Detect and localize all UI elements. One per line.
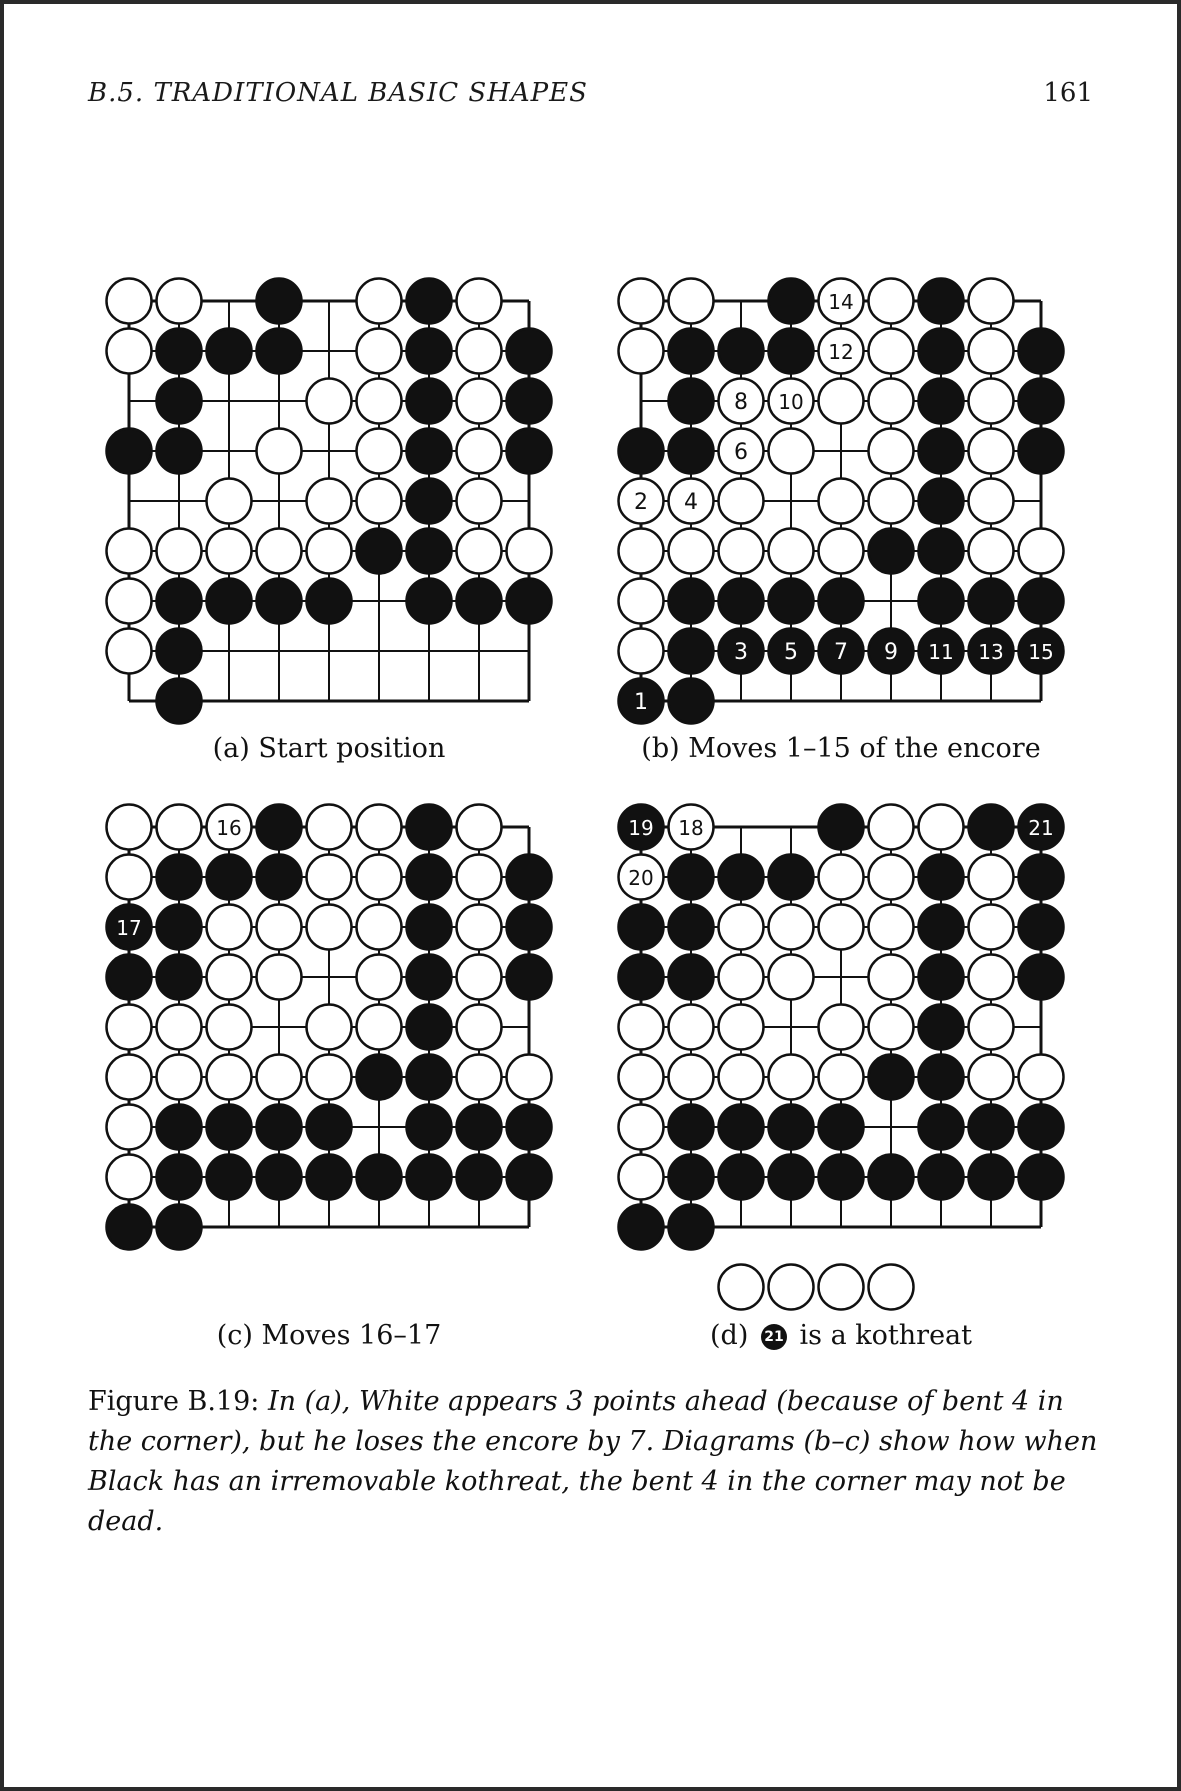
white-stone	[869, 279, 914, 324]
white-stone	[507, 529, 552, 574]
white-stone	[257, 1055, 302, 1100]
black-stone	[769, 579, 814, 624]
black-stone	[769, 329, 814, 374]
white-stone	[669, 529, 714, 574]
black-stone	[157, 1155, 202, 1200]
black-stone	[769, 1105, 814, 1150]
white-stone	[457, 429, 502, 474]
white-stone	[157, 279, 202, 324]
black-stone	[407, 905, 452, 950]
subcaption-a: (a) Start position	[212, 733, 446, 764]
black-stone	[507, 955, 552, 1000]
white-stone	[719, 1005, 764, 1050]
white-stone	[107, 1055, 152, 1100]
black-stone	[407, 955, 452, 1000]
black-stone	[969, 1105, 1014, 1150]
move-number-label: 11	[928, 640, 954, 664]
black-stone	[919, 855, 964, 900]
captured-white-stone	[819, 1265, 864, 1310]
white-stone	[257, 529, 302, 574]
black-stone	[407, 479, 452, 524]
figure-caption	[88, 1382, 1098, 1542]
white-stone	[307, 805, 352, 850]
move-number-label: 17	[116, 916, 142, 940]
black-stone	[669, 629, 714, 674]
black-stone	[619, 905, 664, 950]
black-stone	[869, 1155, 914, 1200]
white-stone	[619, 529, 664, 574]
black-stone	[407, 529, 452, 574]
black-stone	[207, 579, 252, 624]
white-stone	[107, 1155, 152, 1200]
black-stone	[307, 1105, 352, 1150]
move-number-label: 10	[778, 390, 804, 414]
white-stone	[869, 855, 914, 900]
white-stone	[669, 279, 714, 324]
black-stone	[407, 1055, 452, 1100]
white-stone	[619, 329, 664, 374]
black-stone	[257, 279, 302, 324]
black-stone	[919, 955, 964, 1000]
black-stone	[157, 1105, 202, 1150]
captured-white-stone	[719, 1265, 764, 1310]
black-stone	[619, 1205, 664, 1250]
white-stone	[869, 329, 914, 374]
black-stone	[919, 279, 964, 324]
white-stone	[969, 855, 1014, 900]
white-stone	[969, 905, 1014, 950]
black-stone	[869, 529, 914, 574]
black-stone	[919, 1055, 964, 1100]
white-stone	[819, 379, 864, 424]
black-stone	[507, 905, 552, 950]
black-stone	[307, 1155, 352, 1200]
black-stone	[919, 429, 964, 474]
white-stone	[357, 429, 402, 474]
black-stone	[507, 855, 552, 900]
black-stone	[457, 1105, 502, 1150]
white-stone	[719, 529, 764, 574]
white-stone	[619, 279, 664, 324]
black-stone	[107, 1205, 152, 1250]
black-stone	[507, 429, 552, 474]
white-stone	[307, 1055, 352, 1100]
go-diagram-b	[616, 276, 1086, 746]
black-stone-icon: 21	[761, 1324, 787, 1350]
white-stone	[107, 1105, 152, 1150]
black-stone	[407, 1155, 452, 1200]
black-stone	[669, 379, 714, 424]
white-stone	[819, 905, 864, 950]
white-stone	[769, 429, 814, 474]
white-stone	[969, 479, 1014, 524]
move-number-label: 1	[634, 690, 648, 715]
white-stone	[157, 1055, 202, 1100]
black-stone	[669, 679, 714, 724]
page-number: 161	[1043, 78, 1093, 108]
black-stone	[1019, 329, 1064, 374]
white-stone	[157, 1005, 202, 1050]
go-diagram-d	[616, 802, 1086, 1322]
move-number-label: 13	[978, 640, 1004, 664]
white-stone	[619, 579, 664, 624]
subcaption-d	[616, 1320, 1066, 1351]
black-stone	[919, 1105, 964, 1150]
black-stone	[157, 955, 202, 1000]
black-stone	[157, 679, 202, 724]
black-stone	[257, 805, 302, 850]
black-stone	[207, 855, 252, 900]
black-stone	[669, 1205, 714, 1250]
white-stone	[457, 1005, 502, 1050]
white-stone	[619, 1005, 664, 1050]
black-stone	[407, 379, 452, 424]
black-stone	[969, 805, 1014, 850]
white-stone	[207, 955, 252, 1000]
black-stone	[719, 855, 764, 900]
move-number-label: 9	[884, 640, 898, 665]
white-stone	[157, 805, 202, 850]
black-stone	[1019, 905, 1064, 950]
white-stone	[819, 529, 864, 574]
black-stone	[407, 579, 452, 624]
black-stone	[157, 629, 202, 674]
white-stone	[207, 529, 252, 574]
black-stone	[257, 1155, 302, 1200]
black-stone	[257, 329, 302, 374]
black-stone	[619, 429, 664, 474]
black-stone	[257, 1105, 302, 1150]
running-head: B.5. TRADITIONAL BASIC SHAPES	[88, 78, 588, 108]
black-stone	[157, 579, 202, 624]
black-stone	[669, 855, 714, 900]
move-number-label: 2	[634, 490, 648, 515]
white-stone	[457, 279, 502, 324]
white-stone	[107, 629, 152, 674]
black-stone	[157, 379, 202, 424]
white-stone	[207, 1055, 252, 1100]
move-number-label: 15	[1028, 640, 1054, 664]
black-stone	[669, 955, 714, 1000]
white-stone	[357, 855, 402, 900]
white-stone	[969, 529, 1014, 574]
white-stone	[719, 1055, 764, 1100]
black-stone	[969, 579, 1014, 624]
move-number-label: 20	[628, 866, 654, 890]
black-stone	[919, 529, 964, 574]
white-stone	[457, 805, 502, 850]
white-stone	[669, 1055, 714, 1100]
white-stone	[107, 1005, 152, 1050]
black-stone	[407, 1105, 452, 1150]
white-stone	[357, 905, 402, 950]
black-stone	[207, 1155, 252, 1200]
black-stone	[719, 579, 764, 624]
white-stone	[869, 429, 914, 474]
black-stone	[669, 1155, 714, 1200]
black-stone	[1019, 1105, 1064, 1150]
white-stone	[307, 479, 352, 524]
black-stone	[507, 329, 552, 374]
white-stone	[107, 279, 152, 324]
white-stone	[307, 855, 352, 900]
white-stone	[869, 379, 914, 424]
move-number-label: 8	[734, 390, 748, 415]
black-stone	[157, 429, 202, 474]
white-stone	[507, 1055, 552, 1100]
white-stone	[457, 329, 502, 374]
figure-caption-text: In (a), White appears 3 points ahead (because of bent 4 in the corner), but he loses the encore by 7. Diagrams (b–c) show how when Black has an irremovable kothreat, the bent 4 in the corner may not be dead.	[88, 1386, 1098, 1537]
white-stone	[869, 955, 914, 1000]
move-number-label: 16	[216, 816, 242, 840]
white-stone	[769, 1055, 814, 1100]
white-stone	[357, 379, 402, 424]
white-stone	[819, 855, 864, 900]
black-stone	[769, 279, 814, 324]
white-stone	[869, 1005, 914, 1050]
white-stone	[457, 855, 502, 900]
black-stone	[969, 1155, 1014, 1200]
white-stone	[969, 955, 1014, 1000]
black-stone	[407, 329, 452, 374]
black-stone	[507, 1155, 552, 1200]
subcaption-c: (c) Moves 16–17	[216, 1320, 442, 1351]
white-stone	[919, 805, 964, 850]
black-stone	[207, 329, 252, 374]
move-number-label: 3	[734, 640, 748, 665]
white-stone	[457, 955, 502, 1000]
black-stone	[407, 805, 452, 850]
white-stone	[969, 329, 1014, 374]
black-stone	[157, 1205, 202, 1250]
black-stone	[107, 955, 152, 1000]
black-stone	[819, 805, 864, 850]
black-stone	[719, 1155, 764, 1200]
white-stone	[1019, 529, 1064, 574]
figure-label: Figure B.19:	[88, 1386, 260, 1417]
black-stone	[157, 329, 202, 374]
white-stone	[969, 429, 1014, 474]
white-stone	[869, 805, 914, 850]
black-stone	[919, 905, 964, 950]
white-stone	[1019, 1055, 1064, 1100]
white-stone	[969, 1005, 1014, 1050]
black-stone	[507, 379, 552, 424]
black-stone	[207, 1105, 252, 1150]
black-stone	[507, 579, 552, 624]
white-stone	[969, 279, 1014, 324]
white-stone	[457, 1055, 502, 1100]
white-stone	[107, 855, 152, 900]
white-stone	[207, 479, 252, 524]
black-stone	[919, 1005, 964, 1050]
black-stone	[669, 329, 714, 374]
white-stone	[107, 579, 152, 624]
white-stone	[157, 529, 202, 574]
move-number-label: 4	[684, 490, 698, 515]
white-stone	[457, 905, 502, 950]
black-stone	[819, 1155, 864, 1200]
white-stone	[357, 955, 402, 1000]
white-stone	[969, 1055, 1014, 1100]
white-stone	[819, 479, 864, 524]
black-stone	[919, 579, 964, 624]
white-stone	[207, 905, 252, 950]
white-stone	[619, 1055, 664, 1100]
white-stone	[357, 479, 402, 524]
white-stone	[307, 1005, 352, 1050]
black-stone	[1019, 429, 1064, 474]
white-stone	[719, 955, 764, 1000]
go-diagram-a	[104, 276, 574, 746]
white-stone	[307, 905, 352, 950]
white-stone	[819, 1055, 864, 1100]
move-number-label: 7	[834, 640, 848, 665]
black-stone	[669, 1105, 714, 1150]
black-stone	[869, 1055, 914, 1100]
go-diagram-c	[104, 802, 574, 1272]
move-number-label: 12	[828, 340, 854, 364]
black-stone	[457, 579, 502, 624]
white-stone	[307, 379, 352, 424]
white-stone	[619, 1155, 664, 1200]
black-stone	[357, 1155, 402, 1200]
black-stone	[157, 855, 202, 900]
black-stone	[407, 855, 452, 900]
white-stone	[769, 529, 814, 574]
black-stone	[457, 1155, 502, 1200]
white-stone	[819, 1005, 864, 1050]
black-stone	[157, 905, 202, 950]
white-stone	[107, 529, 152, 574]
white-stone	[257, 905, 302, 950]
black-stone	[507, 1105, 552, 1150]
white-stone	[207, 1005, 252, 1050]
move-number-label: 21	[1028, 816, 1054, 840]
black-stone	[819, 1105, 864, 1150]
black-stone	[919, 329, 964, 374]
black-stone	[769, 855, 814, 900]
black-stone	[919, 1155, 964, 1200]
black-stone	[669, 579, 714, 624]
move-number-label: 19	[628, 816, 654, 840]
move-number-label: 18	[678, 816, 704, 840]
black-stone	[1019, 1155, 1064, 1200]
white-stone	[357, 329, 402, 374]
white-stone	[457, 379, 502, 424]
black-stone	[819, 579, 864, 624]
white-stone	[257, 955, 302, 1000]
black-stone	[257, 579, 302, 624]
black-stone	[407, 429, 452, 474]
white-stone	[869, 479, 914, 524]
black-stone	[919, 379, 964, 424]
white-stone	[619, 1105, 664, 1150]
subcaption-d-prefix: (d)	[710, 1320, 749, 1351]
black-stone	[1019, 955, 1064, 1000]
black-stone	[407, 1005, 452, 1050]
subcaption-d-suffix: is a kothreat	[799, 1320, 972, 1351]
white-stone	[619, 629, 664, 674]
white-stone	[307, 529, 352, 574]
black-stone	[257, 855, 302, 900]
captured-white-stone	[769, 1265, 814, 1310]
black-stone	[307, 579, 352, 624]
move-number-label: 5	[784, 640, 798, 665]
move-number-label: 14	[828, 290, 854, 314]
subcaption-b: (b) Moves 1–15 of the encore	[641, 733, 1041, 764]
black-stone	[1019, 379, 1064, 424]
black-stone	[619, 955, 664, 1000]
black-stone	[669, 905, 714, 950]
white-stone	[969, 379, 1014, 424]
white-stone	[107, 805, 152, 850]
white-stone	[719, 905, 764, 950]
black-stone	[357, 1055, 402, 1100]
white-stone	[769, 905, 814, 950]
white-stone	[357, 805, 402, 850]
black-stone	[669, 429, 714, 474]
white-stone	[769, 955, 814, 1000]
white-stone	[257, 429, 302, 474]
white-stone	[457, 479, 502, 524]
black-stone	[769, 1155, 814, 1200]
black-stone	[357, 529, 402, 574]
white-stone	[357, 279, 402, 324]
white-stone	[357, 1005, 402, 1050]
black-stone	[1019, 579, 1064, 624]
black-stone	[407, 279, 452, 324]
white-stone	[719, 479, 764, 524]
white-stone	[869, 905, 914, 950]
black-stone	[719, 329, 764, 374]
captured-white-stone	[869, 1265, 914, 1310]
black-stone	[1019, 855, 1064, 900]
black-stone	[107, 429, 152, 474]
white-stone	[457, 529, 502, 574]
move-number-label: 6	[734, 440, 748, 465]
black-stone	[719, 1105, 764, 1150]
white-stone	[669, 1005, 714, 1050]
white-stone	[107, 329, 152, 374]
black-stone	[919, 479, 964, 524]
